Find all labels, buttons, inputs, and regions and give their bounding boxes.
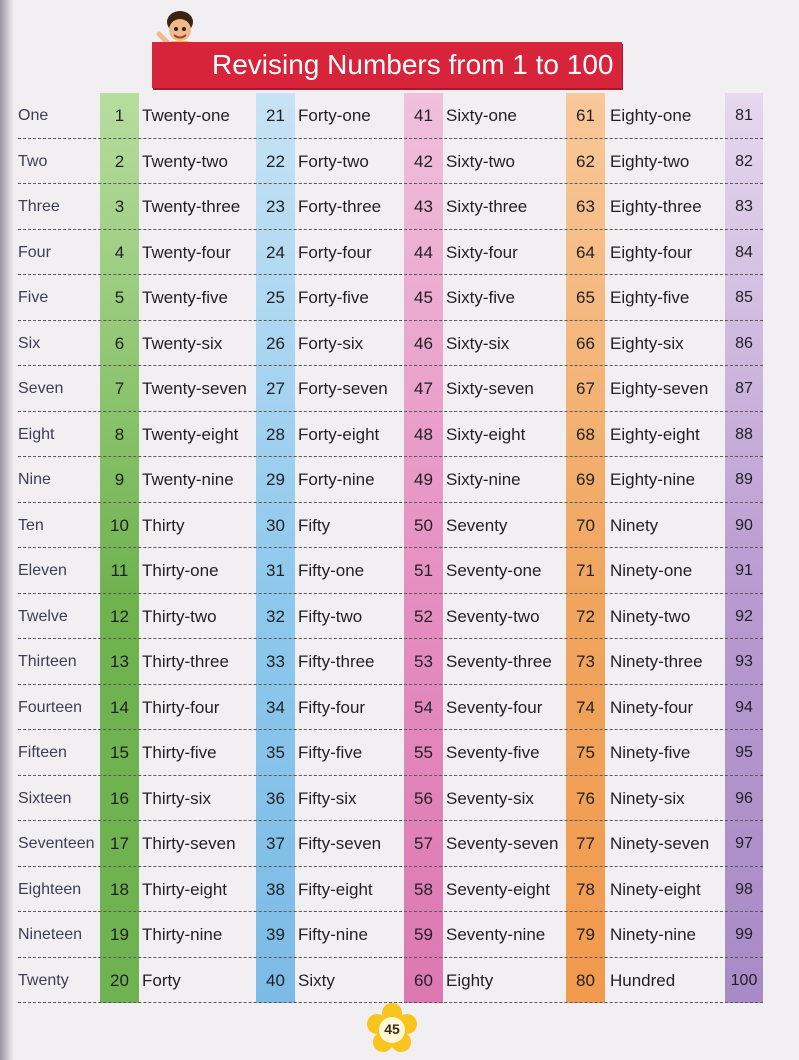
number-81-100: 93 <box>735 653 753 670</box>
word-1-20: Fifteen <box>18 744 67 761</box>
word-21-40: Thirty-four <box>142 697 220 717</box>
word-41-60: Fifty-eight <box>298 879 373 899</box>
word-81-100: Eighty-five <box>610 288 690 307</box>
word-41-60: Forty-five <box>298 288 369 307</box>
number-81-100: 95 <box>735 744 753 761</box>
number-21-40: 23 <box>266 197 285 216</box>
number-41-60: 57 <box>414 834 433 853</box>
number-1-20: 5 <box>114 288 125 307</box>
word-41-60: Fifty <box>298 515 331 535</box>
word-81-100: Ninety-one <box>610 561 693 580</box>
number-1-20: 17 <box>110 834 129 853</box>
number-1-20: 2 <box>114 151 125 171</box>
word-61-80: Sixty-seven <box>446 379 534 398</box>
word-61-80: Seventy-five <box>446 743 540 762</box>
number-81-100: 84 <box>735 243 753 261</box>
number-41-60: 55 <box>414 743 433 762</box>
number-61-80: 67 <box>576 379 595 398</box>
word-61-80: Sixty-two <box>446 151 515 171</box>
number-61-80: 61 <box>576 106 595 125</box>
word-1-20: Fourteen <box>18 698 83 716</box>
number-41-60: 60 <box>414 970 433 990</box>
word-21-40: Thirty-one <box>142 561 219 580</box>
table-row <box>18 457 763 503</box>
table-row <box>18 912 763 958</box>
number-61-80: 62 <box>576 151 595 171</box>
number-81-100: 100 <box>730 971 758 989</box>
number-21-40: 40 <box>266 970 285 990</box>
numbers-table <box>18 93 763 1003</box>
word-21-40: Thirty-eight <box>142 879 228 899</box>
word-61-80: Sixty-nine <box>446 470 521 489</box>
word-41-60: Forty-eight <box>298 424 380 444</box>
number-61-80: 63 <box>576 197 595 216</box>
word-1-20: Twenty <box>18 971 69 989</box>
word-1-20: Three <box>18 198 60 215</box>
number-21-40: 31 <box>266 561 285 580</box>
word-1-20: Seventeen <box>18 835 95 852</box>
number-1-20: 4 <box>114 242 125 262</box>
word-1-20: Eight <box>18 425 55 443</box>
number-41-60: 59 <box>414 925 433 944</box>
word-61-80: Seventy-nine <box>446 925 546 944</box>
word-81-100: Eighty-six <box>610 333 684 353</box>
number-81-100: 83 <box>735 198 753 215</box>
word-21-40: Thirty-nine <box>142 925 223 944</box>
number-21-40: 37 <box>266 834 285 853</box>
word-41-60: Fifty-six <box>298 788 357 808</box>
word-41-60: Forty-three <box>298 197 382 216</box>
number-61-80: 69 <box>576 470 595 489</box>
number-41-60: 41 <box>414 106 433 125</box>
word-61-80: Seventy-three <box>446 652 552 671</box>
number-1-20: 11 <box>110 561 129 580</box>
word-41-60: Forty-nine <box>298 470 375 489</box>
table-row <box>18 412 763 458</box>
word-21-40: Twenty-two <box>142 151 228 171</box>
number-61-80: 73 <box>576 652 595 671</box>
number-61-80: 75 <box>576 743 595 762</box>
word-21-40: Twenty-five <box>142 288 228 307</box>
word-41-60: Fifty-two <box>298 606 363 626</box>
word-21-40: Twenty-seven <box>142 379 247 398</box>
word-81-100: Eighty-seven <box>610 379 709 398</box>
word-41-60: Fifty-three <box>298 652 375 671</box>
number-81-100: 89 <box>735 471 753 488</box>
number-41-60: 51 <box>414 561 433 580</box>
word-41-60: Forty-two <box>298 151 369 171</box>
word-41-60: Fifty-nine <box>298 925 368 944</box>
word-61-80: Seventy-two <box>446 606 540 626</box>
word-1-20: Eighteen <box>18 880 82 898</box>
word-1-20: Nine <box>18 471 51 488</box>
number-61-80: 79 <box>576 925 595 944</box>
number-1-20: 9 <box>114 470 125 489</box>
word-21-40: Twenty-eight <box>142 424 239 444</box>
table-row <box>18 503 763 549</box>
number-21-40: 33 <box>266 652 285 671</box>
number-41-60: 43 <box>414 197 433 216</box>
word-1-20: One <box>18 107 49 124</box>
word-61-80: Sixty-four <box>446 242 518 262</box>
number-41-60: 50 <box>414 515 433 535</box>
word-81-100: Ninety-eight <box>610 879 701 899</box>
word-21-40: Forty <box>142 970 181 990</box>
word-21-40: Thirty-six <box>142 788 211 808</box>
number-21-40: 21 <box>266 106 285 125</box>
number-61-80: 72 <box>576 606 595 626</box>
word-41-60: Forty-four <box>298 242 372 262</box>
word-41-60: Forty-one <box>298 106 371 125</box>
table-row <box>18 184 763 230</box>
word-41-60: Forty-six <box>298 333 364 353</box>
number-1-20: 8 <box>114 424 125 444</box>
number-41-60: 42 <box>414 151 433 171</box>
word-81-100: Ninety-four <box>610 697 694 717</box>
number-21-40: 34 <box>266 697 285 717</box>
number-41-60: 47 <box>414 379 433 398</box>
number-41-60: 49 <box>414 470 433 489</box>
table-row <box>18 821 763 867</box>
number-61-80: 78 <box>576 879 595 899</box>
number-81-100: 97 <box>735 835 753 852</box>
word-1-20: Four <box>18 243 51 261</box>
number-81-100: 94 <box>735 698 753 716</box>
table-row <box>18 685 763 731</box>
word-81-100: Eighty-eight <box>610 424 700 444</box>
number-21-40: 27 <box>266 379 285 398</box>
number-61-80: 66 <box>576 333 595 353</box>
number-41-60: 54 <box>414 697 433 717</box>
word-1-20: Seven <box>18 380 64 397</box>
title-banner <box>152 42 622 88</box>
word-81-100: Ninety-two <box>610 606 691 626</box>
number-81-100: 99 <box>735 926 753 943</box>
number-1-20: 19 <box>110 925 129 944</box>
number-41-60: 56 <box>414 788 433 808</box>
word-21-40: Thirty-seven <box>142 834 236 853</box>
word-81-100: Ninety-five <box>610 743 691 762</box>
number-1-20: 15 <box>110 743 129 762</box>
word-61-80: Sixty-one <box>446 106 517 125</box>
word-41-60: Forty-seven <box>298 379 388 398</box>
number-61-80: 71 <box>576 561 595 580</box>
number-1-20: 10 <box>110 515 129 535</box>
number-21-40: 24 <box>266 242 285 262</box>
number-21-40: 26 <box>266 333 285 353</box>
number-81-100: 87 <box>735 380 753 397</box>
number-41-60: 58 <box>414 879 433 899</box>
table-row <box>18 321 763 367</box>
word-21-40: Thirty <box>142 515 185 535</box>
word-1-20: Nineteen <box>18 926 83 943</box>
number-41-60: 48 <box>414 424 433 444</box>
word-81-100: Eighty-four <box>610 242 693 262</box>
word-81-100: Eighty-two <box>610 151 690 171</box>
word-81-100: Ninety-six <box>610 788 685 808</box>
number-1-20: 6 <box>114 333 125 353</box>
word-81-100: Eighty-nine <box>610 470 696 489</box>
word-41-60: Fifty-one <box>298 561 365 580</box>
number-21-40: 22 <box>266 151 285 171</box>
number-81-100: 81 <box>735 107 753 124</box>
word-1-20: Twelve <box>18 607 68 625</box>
table-row <box>18 275 763 321</box>
number-41-60: 44 <box>414 242 433 262</box>
word-41-60: Fifty-seven <box>298 834 382 853</box>
number-61-80: 65 <box>576 288 595 307</box>
number-21-40: 25 <box>266 288 285 307</box>
number-21-40: 30 <box>266 515 285 535</box>
table-row <box>18 230 763 276</box>
word-61-80: Sixty-five <box>446 288 515 307</box>
word-1-20: Five <box>18 289 49 306</box>
table-row <box>18 958 763 1004</box>
word-21-40: Thirty-three <box>142 652 229 671</box>
word-21-40: Thirty-five <box>142 743 217 762</box>
word-61-80: Seventy-seven <box>446 834 559 853</box>
number-81-100: 91 <box>735 562 753 579</box>
word-81-100: Ninety-seven <box>610 834 710 853</box>
word-61-80: Sixty-six <box>446 333 510 353</box>
number-61-80: 76 <box>576 788 595 808</box>
number-41-60: 46 <box>414 333 433 353</box>
word-21-40: Twenty-one <box>142 106 230 125</box>
number-61-80: 77 <box>576 834 595 853</box>
word-81-100: Ninety-nine <box>610 925 696 944</box>
word-81-100: Ninety-three <box>610 652 703 671</box>
word-21-40: Thirty-two <box>142 606 217 626</box>
number-61-80: 68 <box>576 424 595 444</box>
word-61-80: Seventy <box>446 515 508 535</box>
word-1-20: Six <box>18 334 41 352</box>
number-81-100: 86 <box>735 334 753 352</box>
word-81-100: Ninety <box>610 515 659 535</box>
table-row <box>18 548 763 594</box>
number-21-40: 39 <box>266 925 285 944</box>
number-1-20: 14 <box>110 697 129 717</box>
word-61-80: Seventy-eight <box>446 879 550 899</box>
number-81-100: 90 <box>735 516 753 534</box>
word-1-20: Two <box>18 152 48 170</box>
word-61-80: Sixty-three <box>446 197 528 216</box>
number-81-100: 85 <box>735 289 753 306</box>
number-1-20: 7 <box>114 379 125 398</box>
page-binding-shadow <box>0 0 14 1060</box>
table-row <box>18 776 763 822</box>
word-21-40: Twenty-nine <box>142 470 234 489</box>
number-61-80: 74 <box>576 697 595 717</box>
number-21-40: 38 <box>266 879 285 899</box>
number-41-60: 53 <box>414 652 433 671</box>
word-41-60: Sixty <box>298 970 335 990</box>
number-81-100: 82 <box>735 152 753 170</box>
number-61-80: 80 <box>576 970 595 990</box>
number-1-20: 20 <box>110 970 129 990</box>
number-1-20: 16 <box>110 788 129 808</box>
number-21-40: 36 <box>266 788 285 808</box>
number-1-20: 3 <box>114 197 125 216</box>
table-row <box>18 867 763 913</box>
table-row <box>18 93 763 139</box>
number-81-100: 92 <box>735 607 753 625</box>
word-21-40: Twenty-three <box>142 197 241 216</box>
table-row <box>18 594 763 640</box>
word-61-80: Seventy-six <box>446 788 534 808</box>
number-21-40: 28 <box>266 424 285 444</box>
word-61-80: Eighty <box>446 970 494 990</box>
word-61-80: Seventy-one <box>446 561 542 580</box>
table-row <box>18 366 763 412</box>
number-1-20: 13 <box>110 652 129 671</box>
word-61-80: Sixty-eight <box>446 424 526 444</box>
number-21-40: 32 <box>266 606 285 626</box>
word-81-100: Eighty-three <box>610 197 702 216</box>
word-61-80: Seventy-four <box>446 697 543 717</box>
number-1-20: 18 <box>110 879 129 899</box>
word-41-60: Fifty-five <box>298 743 363 762</box>
number-21-40: 29 <box>266 470 285 489</box>
number-81-100: 96 <box>735 789 753 807</box>
table-row <box>18 730 763 776</box>
number-41-60: 52 <box>414 606 433 626</box>
number-61-80: 70 <box>576 515 595 535</box>
number-21-40: 35 <box>266 743 285 762</box>
word-81-100: Eighty-one <box>610 106 692 125</box>
flower-page-badge-icon <box>366 1003 418 1055</box>
word-21-40: Twenty-six <box>142 333 223 353</box>
number-81-100: 98 <box>735 880 753 898</box>
page-number: 45 <box>384 1021 400 1037</box>
number-41-60: 45 <box>414 288 433 307</box>
table-row <box>18 139 763 185</box>
word-1-20: Eleven <box>18 562 67 579</box>
number-1-20: 12 <box>110 606 129 626</box>
word-21-40: Twenty-four <box>142 242 231 262</box>
word-41-60: Fifty-four <box>298 697 366 717</box>
page-title: Revising Numbers from 1 to 100 <box>212 49 614 80</box>
number-81-100: 88 <box>735 425 753 443</box>
word-1-20: Sixteen <box>18 789 72 807</box>
word-1-20: Thirteen <box>18 653 77 670</box>
number-1-20: 1 <box>114 106 125 125</box>
word-81-100: Hundred <box>610 970 676 990</box>
table-row <box>18 639 763 685</box>
number-61-80: 64 <box>576 242 595 262</box>
word-1-20: Ten <box>18 516 44 534</box>
